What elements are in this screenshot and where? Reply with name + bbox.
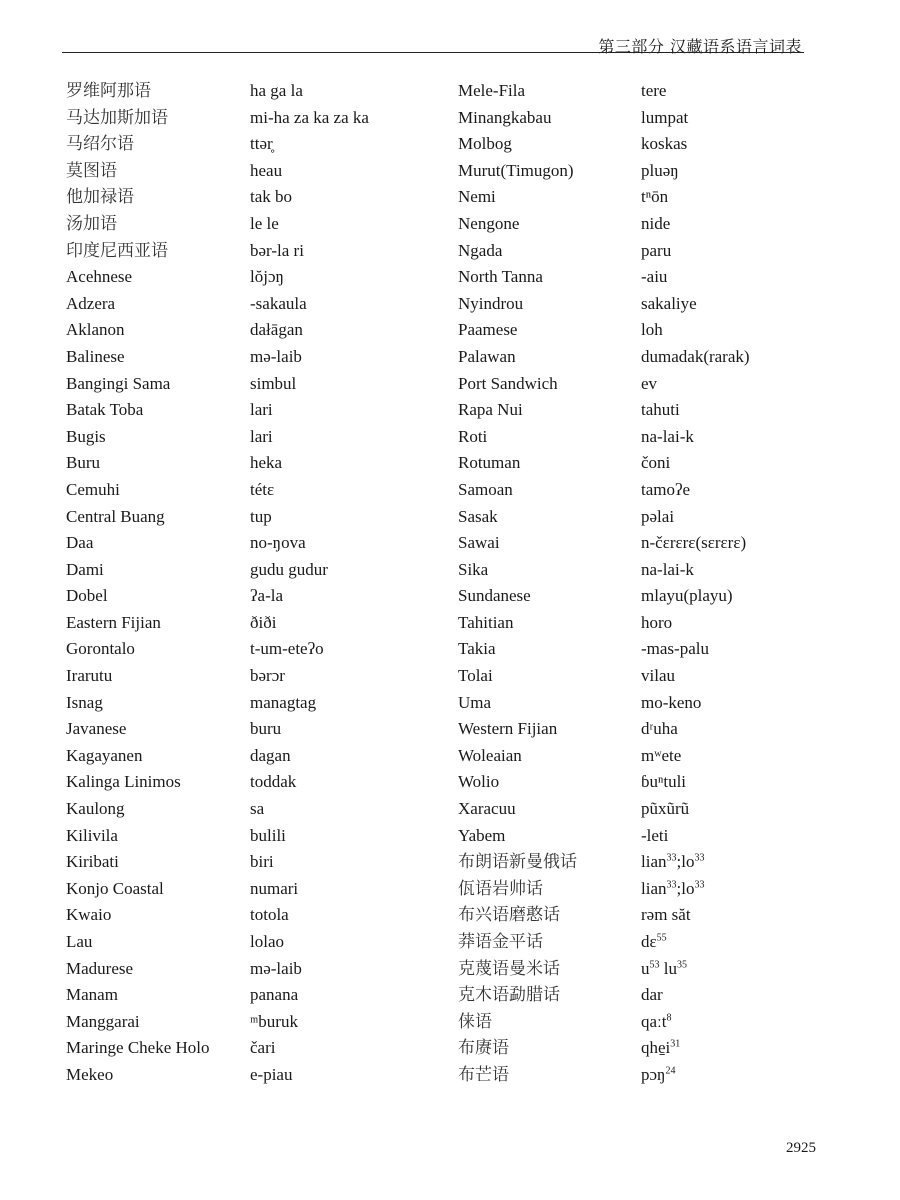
word-form (641, 477, 750, 504)
word-segment: lumpat (641, 107, 689, 127)
word-form (641, 105, 750, 132)
word-segment: managtag (250, 692, 317, 712)
word-form (250, 371, 369, 398)
word-segment: na-lai-k (641, 426, 694, 446)
language-name: Nengone (458, 213, 520, 233)
word-form (250, 636, 369, 663)
word-segment: buru (250, 719, 282, 739)
word-segment: ;lo (676, 852, 695, 872)
word-form (250, 982, 369, 1009)
word-form (250, 849, 369, 876)
word-segment: tup (250, 506, 272, 526)
word-form (641, 397, 750, 424)
language-name: Mekeo (66, 1064, 114, 1084)
word-form (641, 716, 750, 743)
language-name: Sasak (458, 506, 498, 526)
word-segment: mə-laib (250, 346, 302, 366)
language-name: Adzera (66, 293, 116, 313)
language-name: Woleaian (458, 745, 522, 765)
word-segment: dar (641, 985, 663, 1005)
word-segment: -leti (641, 825, 669, 845)
word-form (250, 158, 369, 185)
tone-superscript: 33 (666, 852, 677, 864)
tone-superscript: 31 (670, 1038, 681, 1050)
word-segment: mo-keno (641, 692, 702, 712)
word-segment: bərɔr (250, 666, 285, 686)
word-form (641, 504, 750, 531)
word-form (250, 450, 369, 477)
word-segment: koskas (641, 134, 688, 154)
word-segment: bulili (250, 825, 286, 845)
page-number: 2925 (786, 1140, 816, 1156)
word-form (250, 902, 369, 929)
word-segment: tak bo (250, 187, 293, 207)
language-name: Kiribati (66, 852, 119, 872)
word-form (641, 238, 750, 265)
word-segment: ev (641, 373, 658, 393)
language-name: 布芒语 (458, 1064, 509, 1085)
word-segment: ;lo (676, 878, 695, 898)
language-name: Ngada (458, 240, 503, 260)
word-form (641, 530, 750, 557)
language-name: Central Buang (66, 506, 165, 526)
word-segment: čari (250, 1038, 276, 1058)
word-segment: mlayu(playu) (641, 586, 733, 606)
language-name: 罗维阿那语 (66, 81, 151, 101)
language-name: Cemuhi (66, 479, 120, 499)
word-segment: pluəŋ (641, 160, 679, 180)
word-form (250, 583, 369, 610)
word-segment: nide (641, 213, 671, 233)
word-form (641, 78, 750, 105)
language-name: Murut(Timugon) (458, 160, 574, 180)
word-segment: e-piau (250, 1064, 293, 1084)
word-form (641, 131, 750, 158)
language-name: Konjo Coastal (66, 878, 164, 898)
word-form (250, 876, 369, 903)
language-name: 克蔑语曼米话 (458, 958, 560, 979)
word-segment: mʷete (641, 745, 682, 765)
language-name: Nyindrou (458, 293, 524, 313)
word-form (641, 796, 750, 823)
word-form (641, 743, 750, 770)
language-name: Kalinga Linimos (66, 772, 181, 792)
word-segment: simbul (250, 373, 297, 393)
word-form (641, 1035, 750, 1062)
tone-superscript: 33 (694, 879, 705, 891)
word-segment: dɛ (641, 932, 657, 951)
word-form (641, 982, 750, 1009)
word-segment: qaːt (641, 1011, 667, 1031)
word-segment: ᵐburuk (250, 1011, 298, 1031)
word-form (250, 956, 369, 983)
word-segment: qhe̱i (641, 1038, 671, 1058)
language-name: Kaulong (66, 799, 125, 819)
word-form (641, 902, 750, 929)
word-form (250, 743, 369, 770)
word-form (250, 78, 369, 105)
language-name: 汤加语 (66, 213, 117, 234)
word-form (641, 610, 750, 637)
word-segment: tahuti (641, 400, 680, 420)
word-form (641, 1062, 750, 1089)
word-segment: dʳuha (641, 719, 678, 739)
language-name: 莽语金平话 (458, 932, 543, 952)
word-segment: toddak (250, 772, 297, 792)
language-name: Rapa Nui (458, 400, 523, 420)
language-name: 布赓语 (458, 1038, 509, 1059)
word-form (641, 450, 750, 477)
word-form (641, 291, 750, 318)
word-form (250, 344, 369, 371)
word-form (641, 1009, 750, 1036)
word-form (641, 344, 750, 371)
language-name: Rotuman (458, 453, 521, 473)
word-form (250, 131, 369, 158)
word-segment: mi-ha za ka za ka (250, 107, 369, 127)
word-segment: vilau (641, 666, 675, 686)
language-name: Bangingi Sama (66, 373, 171, 393)
language-name: Kilivila (66, 825, 118, 845)
word-form (641, 317, 750, 344)
word-form (250, 424, 369, 451)
language-name: Eastern Fijian (66, 612, 161, 632)
word-segment: t-um-eteʔo (250, 639, 324, 659)
word-form (641, 371, 750, 398)
word-form (641, 158, 750, 185)
word-form (250, 1009, 369, 1036)
language-name: Uma (458, 692, 492, 712)
language-name: Daa (66, 533, 94, 553)
word-segment: tamoʔe (641, 479, 691, 499)
word-segment: lu (659, 958, 677, 978)
word-form (250, 238, 369, 265)
tone-superscript: 33 (666, 879, 677, 891)
word-form (250, 716, 369, 743)
word-segment: ɓuⁿtuli (641, 772, 687, 792)
language-name: 布兴语磨憨话 (458, 905, 560, 926)
language-name: North Tanna (458, 267, 543, 287)
word-form (250, 211, 369, 238)
word-form (641, 769, 750, 796)
language-name: Irarutu (66, 666, 113, 686)
word-segment: na-lai-k (641, 559, 694, 579)
word-form (250, 1035, 369, 1062)
language-name: Tolai (458, 666, 493, 686)
word-form (250, 477, 369, 504)
word-form (641, 956, 750, 983)
language-name: Palawan (458, 346, 516, 366)
language-name: Wolio (458, 772, 500, 792)
word-form (641, 184, 750, 211)
language-name: Kwaio (66, 905, 112, 925)
language-name: Minangkabau (458, 107, 552, 127)
right-word-column (641, 78, 750, 1089)
word-form (641, 690, 750, 717)
language-name: Dobel (66, 586, 108, 606)
language-name: Javanese (66, 719, 127, 739)
header-rule (62, 52, 804, 53)
word-segment: rəm săt (641, 905, 691, 925)
word-segment: numari (250, 878, 299, 898)
word-segment: lian (641, 878, 667, 898)
word-segment: horo (641, 612, 673, 632)
language-name: 克木语勐腊话 (458, 985, 560, 1006)
right-language-column (458, 78, 577, 1089)
language-name: Nemi (458, 187, 496, 207)
language-name: Port Sandwich (458, 373, 558, 393)
word-segment: u (641, 958, 650, 978)
tone-superscript: 8 (666, 1012, 672, 1024)
language-name: Dami (66, 559, 104, 579)
tone-superscript: 53 (649, 958, 660, 970)
tone-superscript: 55 (656, 932, 667, 944)
language-name: 莫图语 (66, 160, 117, 181)
word-form (641, 424, 750, 451)
language-name: Roti (458, 426, 488, 446)
language-name: Manggarai (66, 1011, 140, 1031)
word-form (641, 211, 750, 238)
language-name: Lau (66, 932, 93, 951)
language-name: 佤语岩帅话 (458, 878, 543, 899)
left-language-column (66, 78, 210, 1089)
language-name: 印度尼西亚语 (66, 240, 168, 261)
language-name: 他加禄语 (66, 187, 134, 208)
language-name: Western Fijian (458, 719, 558, 739)
word-segment: heau (250, 160, 283, 180)
word-segment: tere (641, 81, 667, 100)
word-form (250, 823, 369, 850)
language-name: Acehnese (66, 267, 133, 287)
language-name: 马达加斯加语 (66, 107, 168, 128)
word-form (250, 184, 369, 211)
word-segment: ttər̥ (250, 134, 273, 154)
word-segment: -aiu (641, 267, 668, 287)
tone-superscript: 35 (676, 958, 687, 970)
word-form (250, 610, 369, 637)
language-name: Balinese (66, 346, 125, 366)
word-segment: tétɛ (250, 479, 275, 499)
word-segment: dałāgan (250, 320, 303, 340)
tone-superscript: 24 (665, 1065, 676, 1077)
word-form (641, 823, 750, 850)
language-name: Aklanon (66, 320, 125, 340)
word-segment: heka (250, 453, 283, 473)
language-name: Bugis (66, 426, 106, 446)
word-segment: sa (250, 799, 265, 819)
word-form (250, 105, 369, 132)
language-name: Madurese (66, 958, 134, 978)
word-segment: ʔa-la (250, 586, 284, 606)
word-segment: -mas-palu (641, 639, 709, 659)
language-name: 马绍尔语 (66, 134, 134, 155)
page-header (0, 0, 900, 60)
word-segment: pəlai (641, 506, 675, 526)
word-form (250, 557, 369, 584)
word-form (641, 557, 750, 584)
word-form (641, 583, 750, 610)
left-word-column (250, 78, 369, 1089)
word-form (641, 264, 750, 291)
language-name: Samoan (458, 479, 513, 499)
word-segment: lari (250, 400, 273, 420)
word-segment: tⁿōn (641, 187, 669, 207)
word-segment: loh (641, 320, 663, 340)
header-title: 第三部分 汉藏语系语言词表 (598, 37, 802, 56)
word-form (250, 663, 369, 690)
word-segment: n-čɛrɛrɛ(sɛrɛrɛ) (641, 533, 747, 553)
word-form (250, 1062, 369, 1089)
tone-superscript: 33 (694, 852, 705, 864)
word-segment: lian (641, 852, 667, 872)
word-form (250, 397, 369, 424)
word-segment: lari (250, 426, 273, 446)
language-name: Molbog (458, 134, 512, 154)
word-segment: biri (250, 852, 274, 872)
word-segment: -sakaula (250, 293, 307, 313)
language-name: Batak Toba (66, 400, 144, 420)
word-segment: ðiði (250, 612, 277, 632)
word-form (250, 796, 369, 823)
word-form (250, 317, 369, 344)
language-name: Gorontalo (66, 639, 135, 659)
word-form (641, 876, 750, 903)
word-segment: le le (250, 213, 279, 233)
word-segment: sakaliye (641, 293, 697, 313)
word-segment: no-ŋova (250, 533, 306, 553)
language-name: Sika (458, 559, 489, 579)
word-form (250, 769, 369, 796)
language-name: 布朗语新曼俄话 (458, 852, 577, 873)
word-segment: totola (250, 905, 289, 925)
language-name: Mele-Fila (458, 81, 526, 100)
language-name: Maringe Cheke Holo (66, 1038, 210, 1058)
word-segment: pɔŋ (641, 1064, 666, 1084)
word-form (641, 849, 750, 876)
word-segment: čoni (641, 453, 671, 473)
language-name: Yabem (458, 825, 506, 845)
word-segment: dumadak(rarak) (641, 346, 750, 366)
language-name: Sundanese (458, 586, 531, 606)
language-name: Takia (458, 639, 496, 659)
word-segment: ha ga la (250, 81, 303, 100)
language-name: Buru (66, 453, 100, 473)
word-segment: mə-laib (250, 958, 302, 978)
word-segment: lŏjɔŋ (250, 267, 284, 287)
language-name: Sawai (458, 533, 500, 553)
language-name: 俫语 (458, 1011, 492, 1032)
word-form (250, 530, 369, 557)
word-segment: lolao (250, 932, 284, 951)
language-name: Isnag (66, 692, 103, 712)
word-form (250, 929, 369, 956)
word-form (250, 264, 369, 291)
word-segment: dagan (250, 745, 291, 765)
word-segment: panana (250, 985, 299, 1005)
word-form (250, 504, 369, 531)
word-form (641, 929, 750, 956)
word-form (641, 663, 750, 690)
language-name: Manam (66, 985, 118, 1005)
word-segment: bər-la ri (250, 240, 304, 260)
word-form (250, 291, 369, 318)
language-name: Kagayanen (66, 745, 143, 765)
language-name: Xaracuu (458, 799, 516, 819)
word-segment: pũxũrũ (641, 799, 690, 819)
word-form (250, 690, 369, 717)
word-segment: gudu gudur (250, 559, 328, 579)
language-name: Paamese (458, 320, 518, 340)
language-name: Tahitian (458, 612, 514, 632)
word-form (641, 636, 750, 663)
word-segment: paru (641, 240, 672, 260)
